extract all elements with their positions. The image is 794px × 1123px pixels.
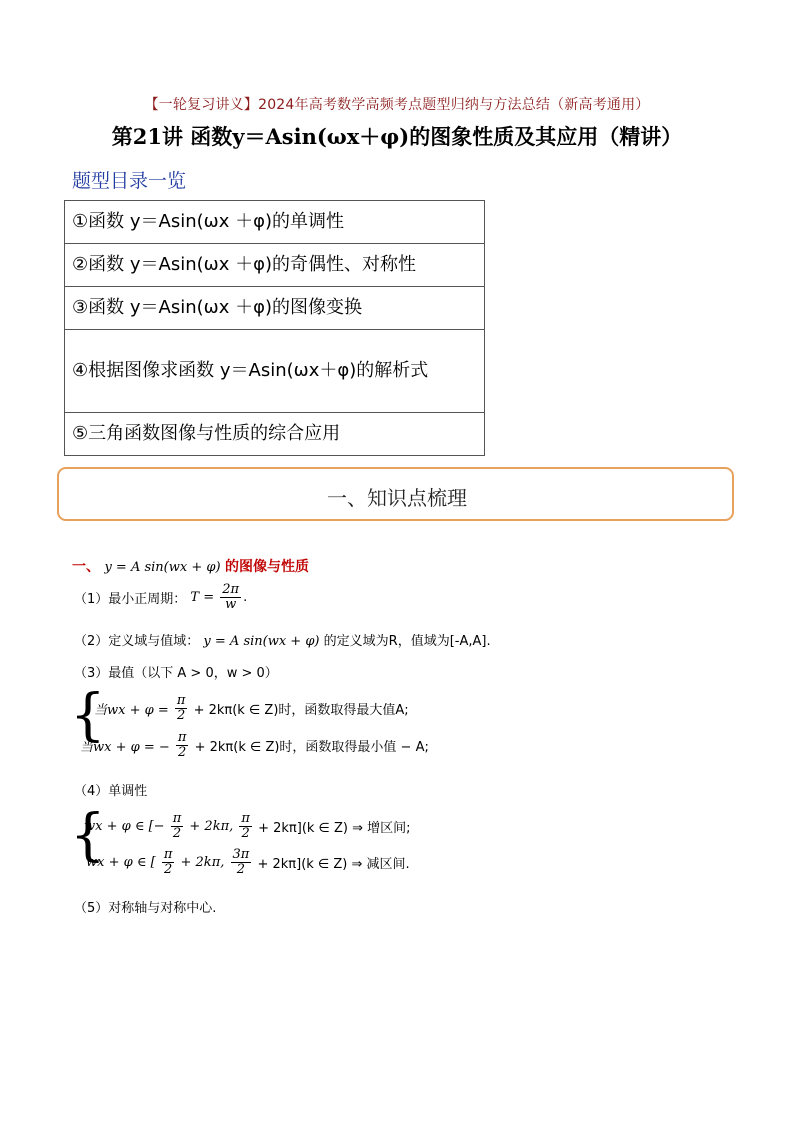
min-b: + 2kπ(k ∈ Z)时，函数取得最小值 − A; xyxy=(194,740,429,755)
document-header: 【一轮复习讲义】2024年高考数学高频考点题型归纳与方法总结（新高考通用） xyxy=(144,97,650,113)
toc-item-2: ②函数 y＝Asin(ωx ＋φ)的奇偶性、对称性 xyxy=(65,244,485,287)
inc-fraction-2: $\frac{\pi}{2}$ xyxy=(241,811,250,841)
brace-extrema: { xyxy=(70,683,106,748)
domain-formula: y = A sin(wx + φ) xyxy=(203,634,320,649)
max-fraction xyxy=(175,694,188,723)
toc-item-1: ①函数 y＝Asin(ωx ＋φ)的单调性 xyxy=(65,201,485,244)
increase-line xyxy=(84,812,411,841)
item-monotonicity: （4）单调性 xyxy=(74,784,148,799)
max-num: π xyxy=(176,693,186,708)
min-line xyxy=(80,731,429,760)
inc-b: + 2kπ, xyxy=(189,819,234,834)
subheading xyxy=(72,556,309,576)
subheading-prefix: 一、 xyxy=(72,559,100,575)
min-a: 当wx + φ = − xyxy=(80,740,170,755)
max-b: + 2kπ(k ∈ Z)时，函数取得最大值A; xyxy=(193,703,409,718)
dec-fraction-2: $\frac{3\pi}{2}$ xyxy=(232,847,250,877)
decrease-line xyxy=(86,848,410,877)
period-den: w xyxy=(225,597,237,612)
inc-a: wx + φ ∈ [− xyxy=(84,819,165,834)
min-num: π xyxy=(177,730,187,745)
subheading-formula: y = A sin(wx + φ) xyxy=(104,560,221,575)
page-title: 第21讲 函数y＝Asin(ωx＋φ)的图象性质及其应用（精讲） xyxy=(111,124,683,149)
inc-fraction-1: $\frac{\pi}{2}$ xyxy=(172,811,182,841)
max-line xyxy=(94,694,409,723)
section-title: 一、知识点梳理 xyxy=(327,486,467,510)
domain-label: （2）定义域与值域： xyxy=(74,634,200,649)
toc-item-4: ④根据图像求函数 y＝Asin(ωx＋φ)的解析式 xyxy=(65,330,485,413)
toc-item-3: ③函数 y＝Asin(ωx ＋φ)的图像变换 xyxy=(65,287,485,330)
item-domain-range xyxy=(74,630,491,649)
min-den: 2 xyxy=(178,745,187,760)
inc-c: + 2kπ](k ∈ Z) ⇒ 增区间; xyxy=(258,821,411,836)
domain-tail: 的定义域为R，值域为[-A,A]. xyxy=(323,634,491,649)
brace-monotonicity: { xyxy=(70,803,106,868)
period-label: （1）最小正周期： xyxy=(74,592,187,607)
subheading-suffix: 的图像与性质 xyxy=(225,559,309,575)
max-den: 2 xyxy=(177,708,186,723)
max-a: 当wx + φ = xyxy=(94,703,169,718)
dec-b: + 2kπ, xyxy=(180,855,225,870)
item-extrema: （3）最值（以下 A > 0，w > 0） xyxy=(74,666,278,681)
item-period: （1）最小正周期： T = $\frac{2\pi}{w}$ . xyxy=(74,582,248,612)
item-symmetry: （5）对称轴与对称中心. xyxy=(74,901,217,916)
toc-table xyxy=(64,200,485,456)
period-T: T = xyxy=(190,590,215,605)
dec-fraction-1: $\frac{\pi}{2}$ xyxy=(163,847,173,877)
toc-item-5: ⑤三角函数图像与性质的综合应用 xyxy=(65,413,485,456)
toc-heading: 题型目录一览 xyxy=(72,170,187,192)
period-fraction xyxy=(220,583,241,612)
dec-a: wx + φ ∈ [ xyxy=(86,855,156,870)
period-num: 2π xyxy=(222,582,240,597)
dec-c: + 2kπ](k ∈ Z) ⇒ 减区间. xyxy=(257,857,410,872)
min-fraction xyxy=(176,731,189,760)
